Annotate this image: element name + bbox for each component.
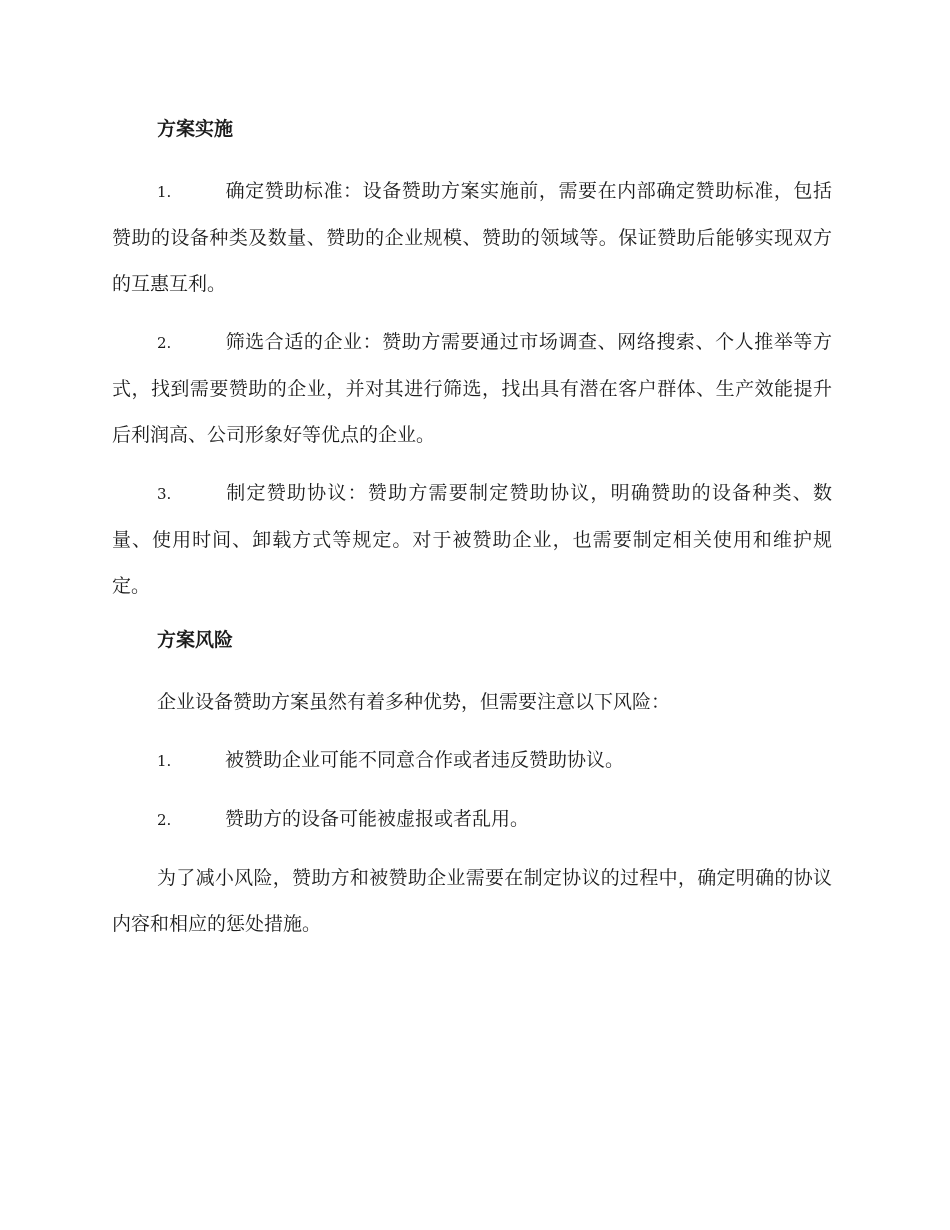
list-text: 制定赞助协议：赞助方需要制定赞助协议，明确赞助的设备种类、数量、使用时间、卸载方式等规定。对于被赞助企业，也需要制定相关使用和维护规定。	[112, 482, 832, 597]
document-content	[112, 110, 832, 959]
list-number: 2.	[157, 334, 172, 352]
list-item	[112, 737, 832, 784]
section-heading-implementation: 方案实施	[157, 118, 234, 140]
list-text: 被赞助企业可能不同意合作或者违反赞助协议。	[225, 749, 625, 771]
list-text: 筛选合适的企业：赞助方需要通过市场调查、网络搜索、个人推举等方式，找到需要赞助的企业，并对其进行筛选，找出具有潜在客户群体、生产效能提升后利润高、公司形象好等优点的企业。	[112, 331, 832, 446]
list-number: 2.	[157, 811, 172, 829]
section-heading-risks: 方案风险	[157, 629, 234, 651]
conclusion-paragraph: 为了减小风险，赞助方和被赞助企业需要在制定协议的过程中，确定明确的协议内容和相应的惩处措施。	[112, 867, 832, 935]
list-item	[112, 319, 832, 458]
list-text: 赞助方的设备可能被虚报或者乱用。	[225, 808, 530, 830]
list-text: 确定赞助标准：设备赞助方案实施前，需要在内部确定赞助标准，包括赞助的设备种类及数量、赞助的企业规模、赞助的领域等。保证赞助后能够实现双方的互惠互利。	[112, 180, 832, 295]
list-item	[112, 168, 832, 307]
risks-intro-paragraph: 企业设备赞助方案虽然有着多种优势，但需要注意以下风险：	[157, 691, 671, 713]
list-item	[112, 796, 832, 843]
list-number: 1.	[157, 183, 172, 201]
list-number: 3.	[157, 485, 172, 503]
list-number: 1.	[157, 752, 172, 770]
list-item	[112, 470, 832, 609]
